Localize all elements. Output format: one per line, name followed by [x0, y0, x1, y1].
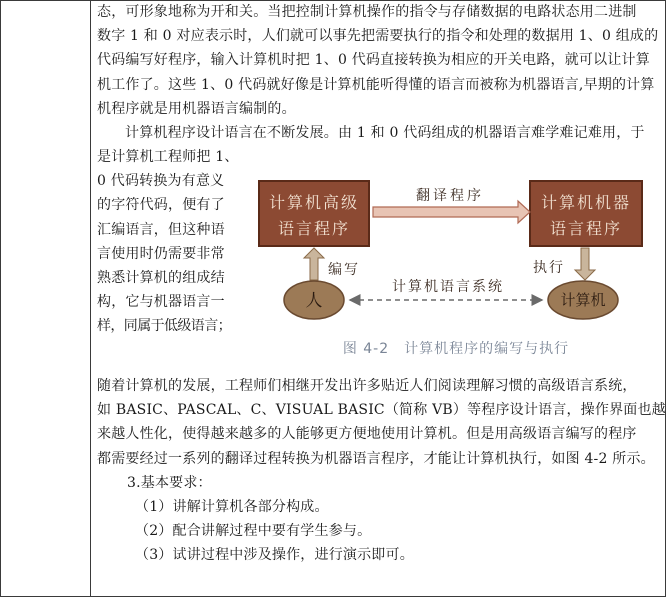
- paragraph-line: 数字 1 和 0 对应表示时，人们就可以事先把需要执行的指令和处理的数据用 1、0 组成的: [97, 28, 659, 45]
- figure-4-2-diagram: [250, 176, 660, 371]
- box-right-line2: 语言程序: [549, 219, 623, 238]
- translate-arrow: [373, 201, 530, 223]
- box-left-line2: 语言程序: [277, 219, 351, 238]
- paragraph-line: 计算机程序设计语言在不断发展。由 1 和 0 代码组成的机器语言难学难记难用，于: [125, 124, 645, 141]
- translate-label: 翻译程序: [416, 188, 484, 204]
- box-right-line1: 计算机机器: [540, 193, 632, 212]
- wrap-line: 构，它与机器语言一: [97, 294, 225, 311]
- wrap-line: 言使用时仍需要非常: [97, 245, 225, 262]
- paragraph-line: 机工作了。这些 1、0 代码就好像是计算机能听得懂的语言而被称为机器语言,早期的计算: [97, 76, 655, 93]
- execute-arrow: [575, 248, 595, 280]
- column-divider: [90, 0, 91, 597]
- figure-caption: 图 4-2 计算机程序的编写与执行: [342, 341, 570, 357]
- requirements-title: 3.基本要求：: [127, 474, 212, 491]
- computer-label: 计算机: [560, 291, 606, 309]
- requirement-item: （3）试讲过程中涉及操作，进行演示即可。: [135, 547, 414, 564]
- wrap-line: 的字符代码，便有了: [97, 197, 225, 214]
- paragraph-line: 态，可形象地称为开和关。当把控制计算机操作的指令与存储数据的电路状态用二进制: [97, 4, 637, 20]
- execute-label: 执行: [533, 260, 565, 276]
- wrap-line: 0 代码转换为有意义: [97, 173, 225, 190]
- content-after-figure: [97, 374, 666, 568]
- write-label: 编写: [328, 262, 360, 278]
- wrap-text-block: [97, 145, 247, 339]
- requirement-item: （2）配合讲解过程中要有学生参与。: [135, 523, 372, 540]
- paragraph-line: 机程序就是用机器语言编制的。: [97, 100, 296, 117]
- requirement-item: （1）讲解计算机各部分构成。: [135, 498, 329, 515]
- box-left-line1: 计算机高级: [268, 193, 360, 212]
- wrap-line: 是计算机工程师把 1、: [97, 149, 239, 165]
- content-cell: [97, 0, 661, 145]
- write-arrow: [304, 248, 324, 280]
- person-label: 人: [305, 291, 323, 311]
- paragraph-line: 来越人性化，使得越来越多的人能够更方便地使用计算机。但是用高级语言编写的程序: [97, 426, 637, 443]
- paragraph-line: 都需要经过一系列的翻译过程转换为机器语言程序，才能让计算机执行，如图 4-2 所示。: [97, 450, 655, 467]
- paragraph-line: 代码编写好程序，输入计算机时把 1、0 代码直接转换为相应的开关电路，就可以让计算: [97, 52, 650, 69]
- language-system-label: 计算机语言系统: [392, 279, 504, 295]
- wrap-line: 样，同属于低级语言；: [97, 318, 231, 335]
- paragraph-line: 如 BASIC、PASCAL、C、VISUAL BASIC（简称 VB）等程序设计语言，操作界面也越: [97, 402, 666, 419]
- paragraph-line: 随着计算机的发展，工程师们相继开发出许多贴近人们阅读理解习惯的高级语言系统，: [97, 378, 637, 394]
- wrap-line: 汇编语言，但这种语: [97, 221, 225, 238]
- wrap-line: 熟悉计算机的组成结: [97, 269, 225, 286]
